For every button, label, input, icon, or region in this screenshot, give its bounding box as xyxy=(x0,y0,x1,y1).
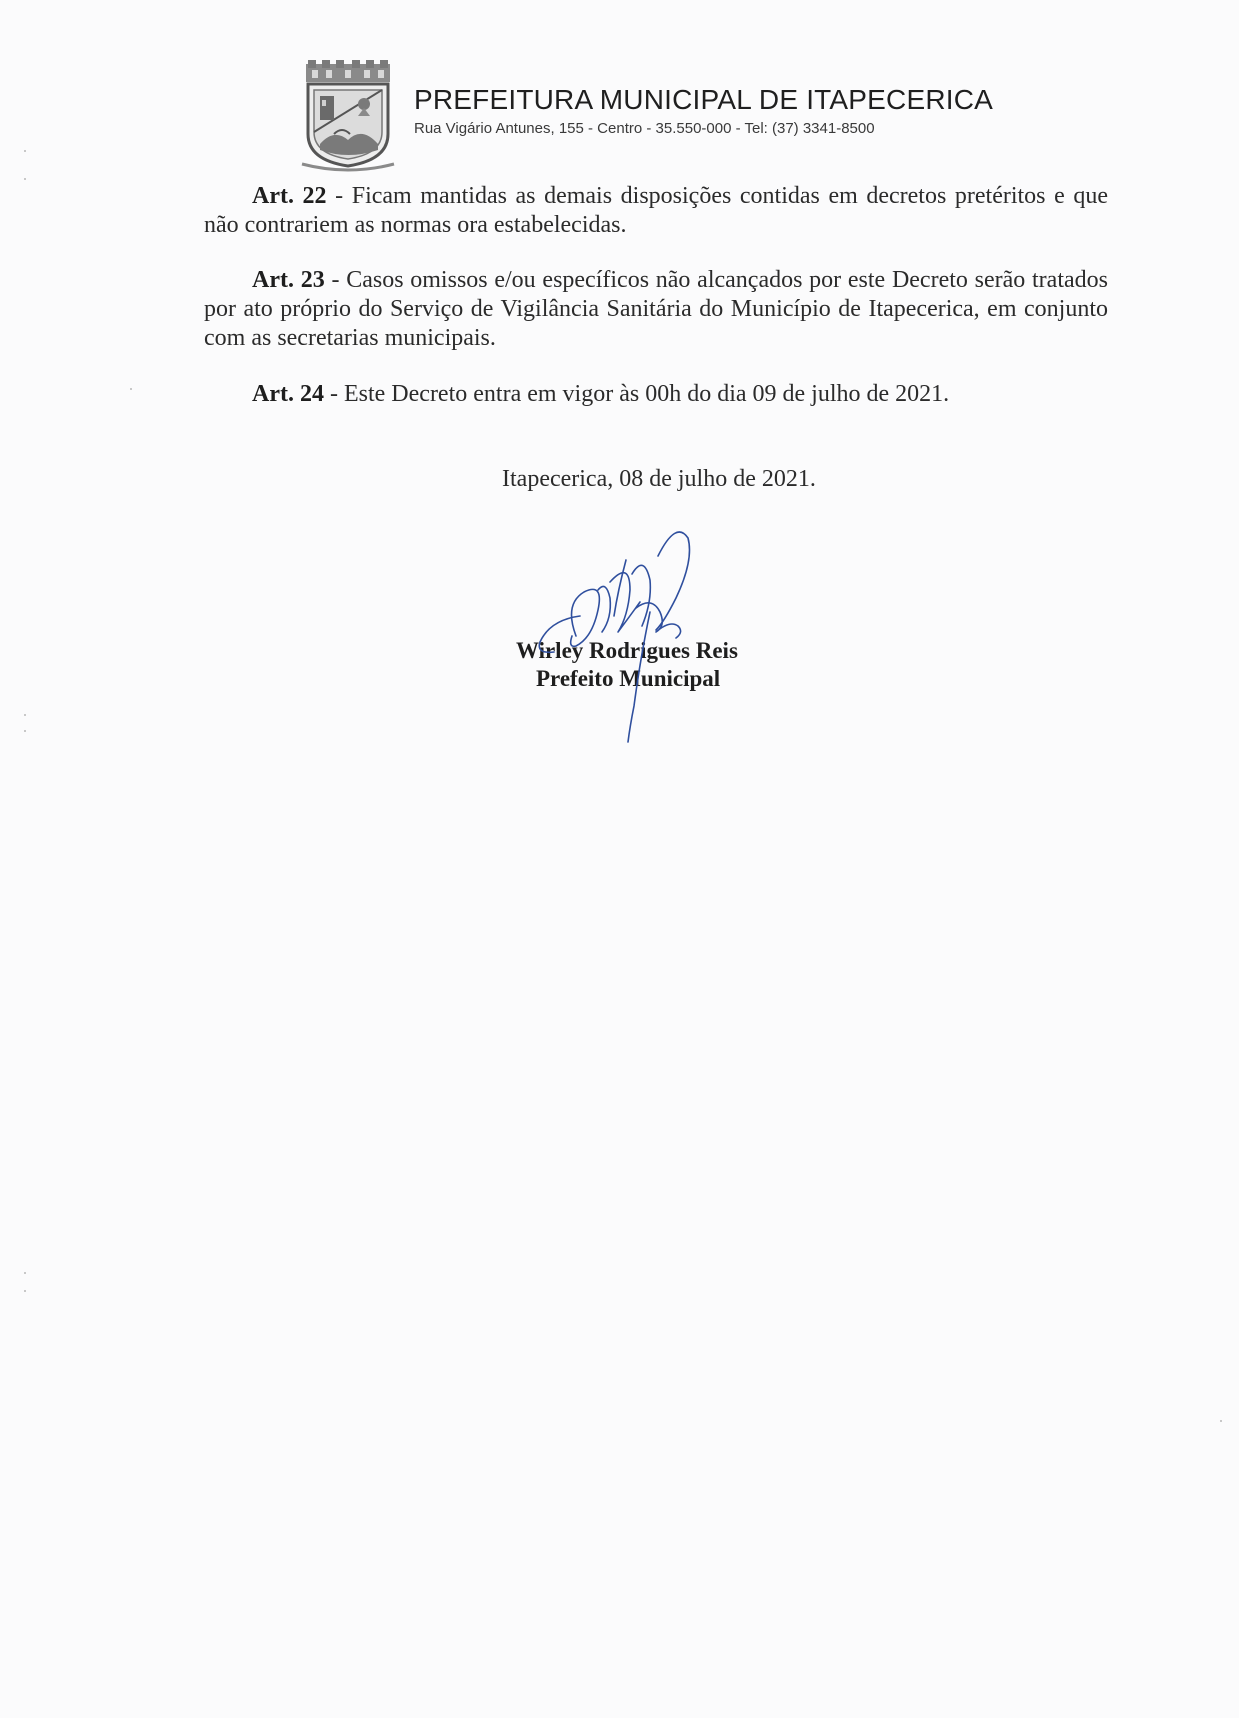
article-text: Casos omissos e/ou específicos não alcançados por este Decreto serão tratados por ato próprio do Serviço de Vigilância Sanitária do Município de Itapecerica, em conjunto com as secretarias municipais. xyxy=(204,267,1108,351)
municipal-coat-of-arms-icon xyxy=(300,60,396,172)
letterhead-title: PREFEITURA MUNICIPAL DE ITAPECERICA xyxy=(414,84,994,115)
article-23 xyxy=(204,266,1108,353)
place-and-date: Itapecerica, 08 de julho de 2021. xyxy=(502,466,816,492)
handwritten-signature-icon xyxy=(480,520,800,760)
scan-artifact xyxy=(24,178,26,180)
article-separator: - xyxy=(323,381,344,407)
scan-artifact xyxy=(130,388,132,390)
letterhead-address: Rua Vigário Antunes, 155 - Centro - 35.550-000 - Tel: (37) 3341-8500 xyxy=(414,120,875,137)
article-label: Art. 24 xyxy=(252,381,324,407)
article-separator: - xyxy=(326,183,352,209)
article-text: Este Decreto entra em vigor às 00h do dia 09 de julho de 2021. xyxy=(343,381,950,407)
article-separator: - xyxy=(324,267,347,293)
scan-artifact xyxy=(24,150,26,152)
letterhead xyxy=(300,60,1000,180)
article-label: Art. 23 xyxy=(252,267,325,293)
scan-artifact xyxy=(1220,1420,1222,1422)
article-label: Art. 22 xyxy=(252,183,327,209)
article-24 xyxy=(204,380,1108,409)
scan-artifact xyxy=(24,714,26,716)
signature-block xyxy=(480,520,800,760)
signer-name: Wirley Rodrigues Reis xyxy=(516,638,738,663)
article-text: Ficam mantidas as demais disposições contidas em decretos pretéritos e que não contrariem as normas ora estabelecidas. xyxy=(204,183,1108,238)
signer-role: Prefeito Municipal xyxy=(536,666,721,691)
article-22 xyxy=(204,182,1108,240)
scan-artifact xyxy=(24,1272,26,1274)
scan-artifact xyxy=(24,1290,26,1292)
scan-artifact xyxy=(24,730,26,732)
